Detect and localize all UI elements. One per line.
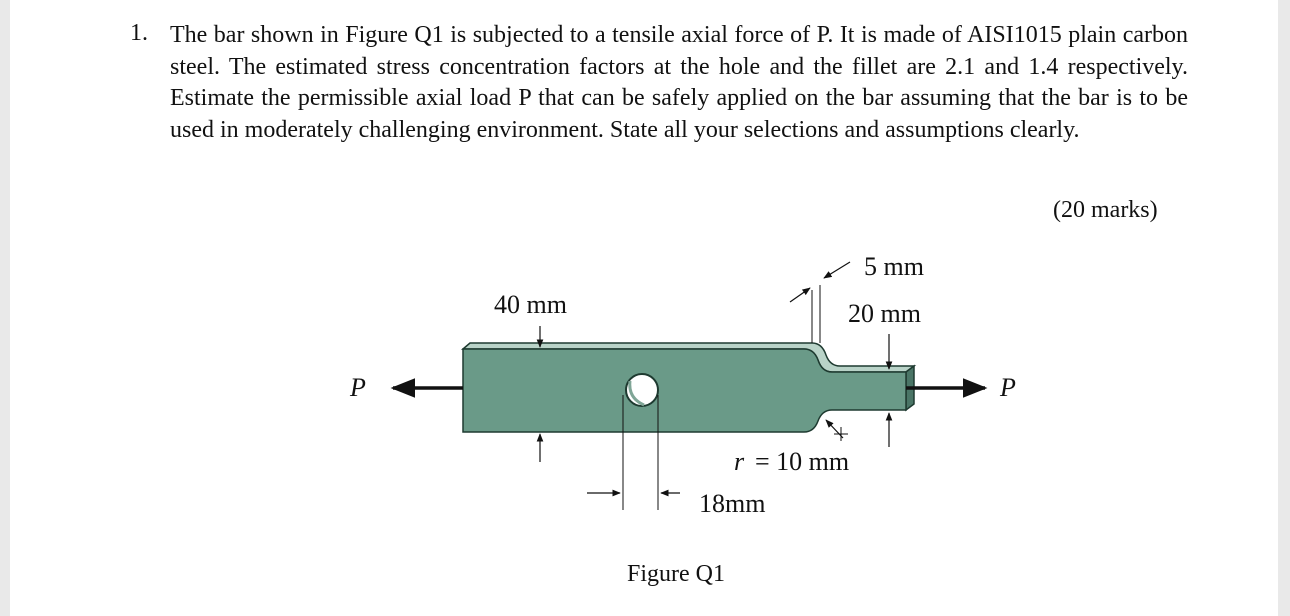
load-label-right: P — [1000, 373, 1016, 402]
dim-label-narrow-width: 20 mm — [848, 299, 921, 328]
load-label-left: P — [350, 373, 366, 402]
thickness-arrow-2 — [824, 262, 850, 278]
bar-front-face — [463, 349, 906, 432]
fillet-radius-value: = 10 mm — [755, 447, 850, 476]
question-number: 1. — [130, 20, 148, 46]
fillet-radius-leader — [826, 420, 843, 438]
dim-label-wide-width: 40 mm — [494, 290, 567, 319]
question-text: The bar shown in Figure Q1 is subjected to a tensile axial force of P. It is made of AISI1015 plain carbon steel. The estimated stress concentration factors at the hole and the fillet are 2.1 and 1.4 respectively. Estimate the permissible axial load P that can be safely applied on the bar assuming that the bar is to be used in moderately challenging environment. State all your selections and assumptions clearly. — [170, 22, 1188, 143]
dim-label-thickness: 5 mm — [864, 252, 924, 281]
marks-label: (20 marks) — [1053, 197, 1158, 223]
thickness-arrow-1 — [790, 288, 810, 302]
fillet-radius-symbol: r — [734, 447, 745, 476]
dim-label-hole-diameter: 18mm — [699, 489, 766, 518]
figure-caption: Figure Q1 — [627, 561, 725, 587]
